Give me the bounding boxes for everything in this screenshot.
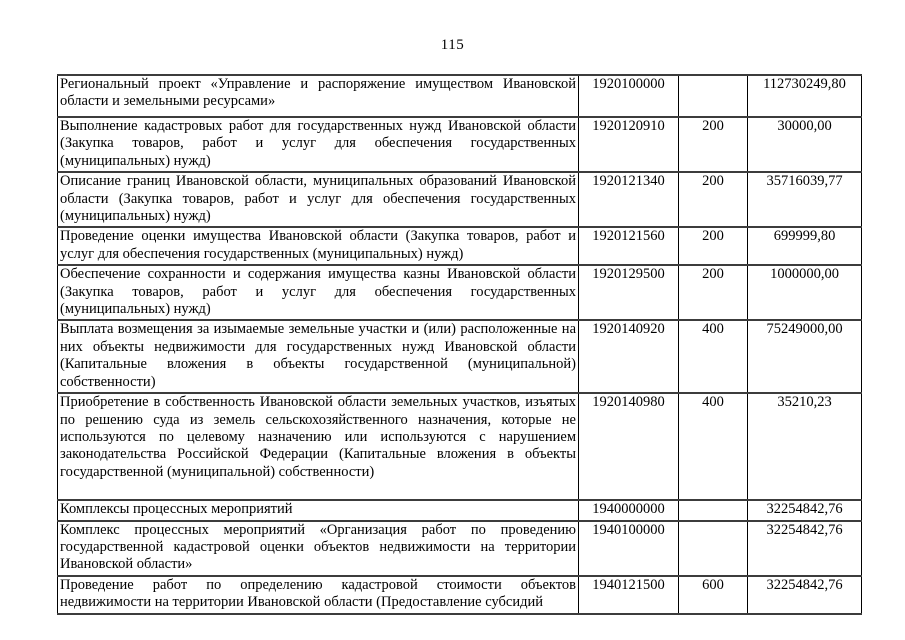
target-code-cell: 1940100000 [579,521,679,576]
row-title-cell: Региональный проект «Управление и распоряжение имуществом Ивановской области и земельными ресурсами» [58,75,579,117]
table-row [58,75,862,117]
expense-type-cell [679,75,748,117]
amount-cell: 75249000,00 [748,320,862,393]
amount-cell: 32254842,76 [748,500,862,520]
row-title-cell: Проведение работ по определению кадастровой стоимости объектов недвижимости на территории Ивановской области (Предоставление субсидий [58,576,579,614]
table-row [58,172,862,227]
table-row [58,521,862,576]
target-code-cell: 1920120910 [579,117,679,172]
amount-cell: 35716039,77 [748,172,862,227]
amount-cell: 32254842,76 [748,521,862,576]
amount-cell: 35210,23 [748,393,862,500]
amount-cell: 32254842,76 [748,576,862,614]
expense-type-cell [679,500,748,520]
row-title-cell: Обеспечение сохранности и содержания имущества казны Ивановской области (Закупка товаров, работ и услуг для обеспечения государственных (муниципальных) нужд) [58,265,579,320]
expense-type-cell: 400 [679,393,748,500]
expense-type-cell: 200 [679,117,748,172]
row-title-cell: Комплексы процессных мероприятий [58,500,579,520]
row-title-cell: Проведение оценки имущества Ивановской области (Закупка товаров, работ и услуг для обеспечения государственных (муниципальных) нужд) [58,227,579,265]
expense-type-cell [679,521,748,576]
budget-table [57,74,862,615]
target-code-cell: 1920129500 [579,265,679,320]
amount-cell: 699999,80 [748,227,862,265]
target-code-cell: 1920121340 [579,172,679,227]
expense-type-cell: 400 [679,320,748,393]
row-title-cell: Выполнение кадастровых работ для государственных нужд Ивановской области (Закупка товаров, работ и услуг для обеспечения государственных (муниципальных) нужд) [58,117,579,172]
row-title-cell: Выплата возмещения за изымаемые земельные участки и (или) расположенные на них объекты недвижимости для государственных нужд Ивановской области (Капитальные вложения в объекты государственной (муниципальной) собственности) [58,320,579,393]
table-row [58,265,862,320]
amount-cell: 30000,00 [748,117,862,172]
amount-cell: 112730249,80 [748,75,862,117]
expense-type-cell: 200 [679,265,748,320]
page-number: 115 [440,37,465,53]
amount-cell: 1000000,00 [748,265,862,320]
target-code-cell: 1920140980 [579,393,679,500]
target-code-cell: 1920121560 [579,227,679,265]
target-code-cell: 1920100000 [579,75,679,117]
expense-type-cell: 200 [679,172,748,227]
target-code-cell: 1940121500 [579,576,679,614]
target-code-cell: 1940000000 [579,500,679,520]
table-row [58,393,862,500]
table-row [58,117,862,172]
expense-type-cell: 600 [679,576,748,614]
row-title-cell: Комплекс процессных мероприятий «Организация работ по проведению государственной кадастровой оценки объектов недвижимости на территории Ивановской области» [58,521,579,576]
row-title-cell: Приобретение в собственность Ивановской области земельных участков, изъятых по решению суда из земель сельскохозяйственного назначения, которые не используются по целевому назначению или используются с нарушением законодательства Российской Федерации (Капитальные вложения в объекты государственной (муниципальной) собственности) [58,393,579,500]
row-title-cell: Описание границ Ивановской области, муниципальных образований Ивановской области (Закупка товаров, работ и услуг для обеспечения государственных (муниципальных) нужд) [58,172,579,227]
table-row [58,227,862,265]
table-row [58,576,862,614]
target-code-cell: 1920140920 [579,320,679,393]
table-row [58,320,862,393]
table-row [58,500,862,520]
expense-type-cell: 200 [679,227,748,265]
